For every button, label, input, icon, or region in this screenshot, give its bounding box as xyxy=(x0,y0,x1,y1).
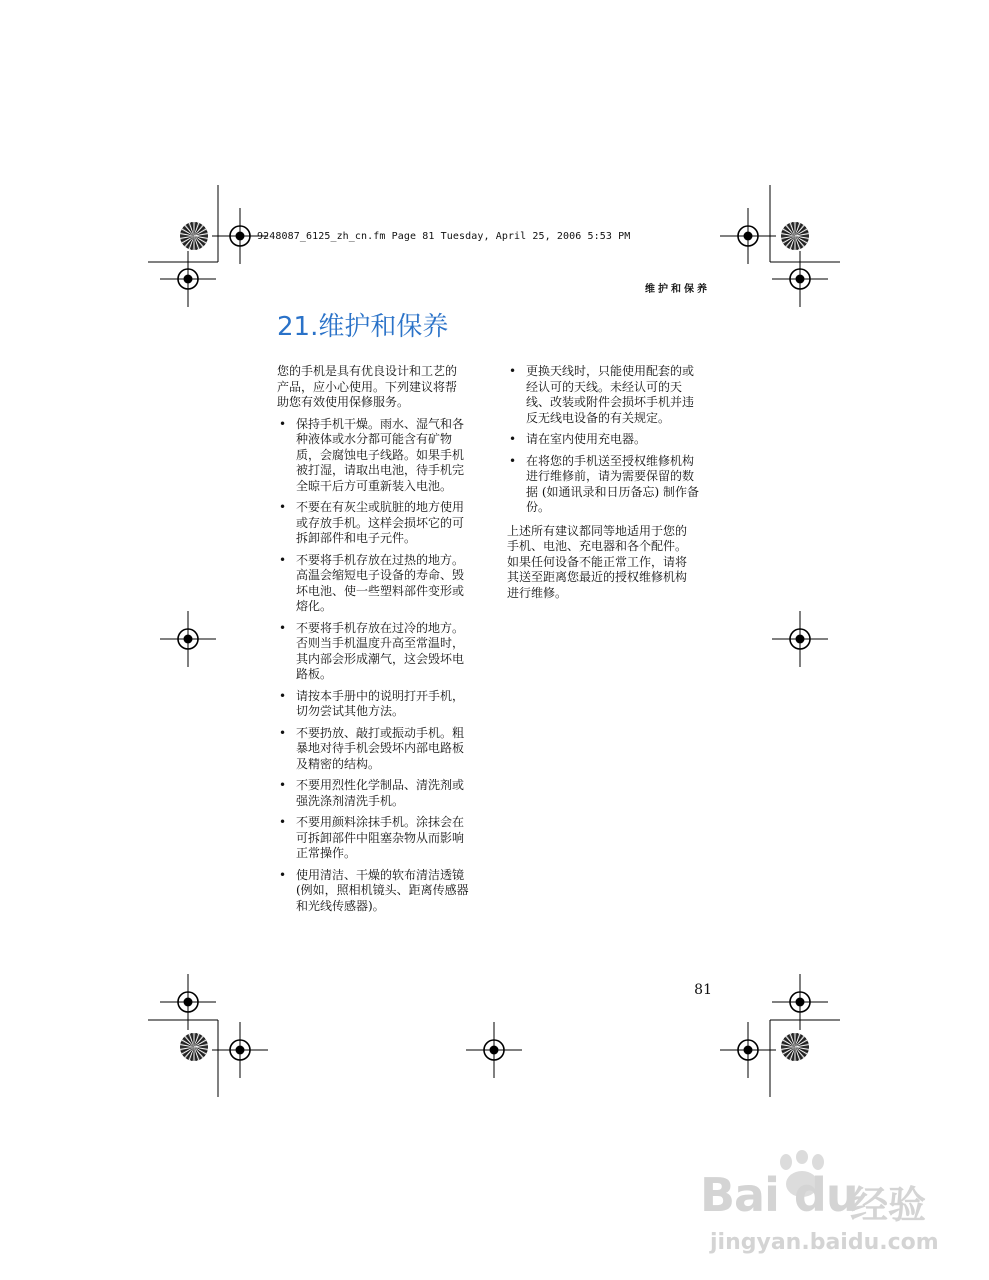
text-line: 其内部会形成潮气，这会毁坏电 xyxy=(296,651,465,666)
text-line: 产品，应小心使用。下列建议将帮 xyxy=(277,379,458,394)
list-item xyxy=(507,454,713,516)
chapter-title: 21.维护和保养 xyxy=(277,312,449,342)
text-line: 请在室内使用充电器。 xyxy=(526,432,647,446)
watermark-brand-cn: 经验 xyxy=(850,1183,927,1227)
bullet-icon: • xyxy=(509,364,517,378)
text-line: 反无线电设备的有关规定。 xyxy=(526,410,671,425)
text-line: 在将您的手机送至授权维修机构 xyxy=(526,453,695,468)
closing-paragraph xyxy=(507,524,713,602)
text-line: 正常操作。 xyxy=(296,846,357,860)
care-tips-list xyxy=(277,417,493,915)
text-line: 更换天线时，只能使用配套的或 xyxy=(526,364,695,378)
text-line: 拆卸部件和电子元件。 xyxy=(296,531,417,545)
text-line: 和光线传感器)。 xyxy=(296,898,385,913)
right-column xyxy=(507,364,713,607)
color-starburst-icon xyxy=(781,222,809,250)
registration-target-icon xyxy=(212,1022,268,1078)
text-line: 强洗涤剂清洗手机。 xyxy=(296,793,405,808)
page-number: 81 xyxy=(694,982,712,998)
registration-target-icon xyxy=(466,1022,522,1078)
text-line: 线、改装或附件会损坏手机并违 xyxy=(526,395,695,409)
text-line: 其送至距离您最近的授权维修机构 xyxy=(507,570,688,584)
registration-target-icon xyxy=(720,1022,776,1078)
registration-target-icon xyxy=(772,611,828,667)
list-item xyxy=(507,364,713,426)
list-item xyxy=(277,621,493,683)
list-item xyxy=(277,417,493,495)
color-starburst-icon xyxy=(781,1033,809,1061)
text-line: 不要用烈性化学制品、清洗剂或 xyxy=(296,778,465,792)
registration-target-icon xyxy=(160,611,216,667)
bullet-icon: • xyxy=(279,725,287,740)
text-line: 质，会腐蚀电子线路。如果手机 xyxy=(296,447,465,462)
text-line: 上述所有建议都同等地适用于您的 xyxy=(507,523,688,538)
text-line: 据 (如通讯录和日历备忘) 制作备 xyxy=(526,484,699,499)
text-line: 高温会缩短电子设备的寿命、毁 xyxy=(296,568,465,582)
text-line: 手机、电池、充电器和各个配件。 xyxy=(507,539,688,553)
bullet-icon: • xyxy=(279,416,287,431)
color-starburst-icon xyxy=(180,1033,208,1061)
registration-target-icon xyxy=(772,974,828,1030)
baidu-jingyan-watermark xyxy=(700,1150,960,1260)
registration-target-icon xyxy=(720,208,776,264)
text-line: 不要在有灰尘或肮脏的地方使用 xyxy=(296,500,465,514)
text-line: 可拆卸部件中阻塞杂物从而影响 xyxy=(296,830,465,845)
text-line: 路板。 xyxy=(296,667,333,681)
text-line: 不要将手机存放在过热的地方。 xyxy=(296,552,465,567)
text-line: 坏电池、使一些塑料部件变形或 xyxy=(296,583,465,598)
text-line: 切勿尝试其他方法。 xyxy=(296,704,405,718)
text-line: 不要将手机存放在过冷的地方。 xyxy=(296,620,465,635)
text-line: 使用清洁、干燥的软布清洁透镜 xyxy=(296,867,465,882)
list-item xyxy=(277,815,493,862)
list-item xyxy=(277,868,493,915)
list-item xyxy=(277,500,493,547)
text-line: 助您有效使用保修服务。 xyxy=(277,395,410,409)
text-line: 否则当手机温度升高至常温时， xyxy=(296,636,465,650)
bullet-icon: • xyxy=(279,620,287,635)
bullet-icon: • xyxy=(279,867,287,882)
text-line: (例如，照相机镜头、距离传感器 xyxy=(296,883,469,897)
running-head: 维护和保养 xyxy=(645,284,710,295)
watermark-url: jingyan.baidu.com xyxy=(710,1230,939,1255)
text-line: 进行维修。 xyxy=(507,585,568,600)
registration-target-icon xyxy=(160,974,216,1030)
bullet-icon: • xyxy=(279,815,287,829)
text-line: 进行维修前，请为需要保留的数 xyxy=(526,469,695,483)
color-starburst-icon xyxy=(180,222,208,250)
list-item xyxy=(277,726,493,773)
bullet-icon: • xyxy=(279,778,287,792)
text-line: 熔化。 xyxy=(296,599,333,613)
registration-target-icon xyxy=(160,251,216,307)
list-item xyxy=(277,778,493,809)
registration-target-icon xyxy=(772,251,828,307)
text-line: 不要用颜料涂抹手机。涂抹会在 xyxy=(296,815,465,829)
text-line: 如果任何设备不能正常工作，请将 xyxy=(507,554,688,569)
list-item xyxy=(277,553,493,615)
file-header: 9248087_6125_zh_cn.fm Page 81 Tuesday, April 25, 2006 5:53 PM xyxy=(257,231,631,242)
list-item xyxy=(507,432,713,448)
text-line: 全晾干后方可重新装入电池。 xyxy=(296,478,453,493)
text-line: 保持手机干燥。雨水、湿气和各 xyxy=(296,416,465,431)
text-line: 被打湿，请取出电池，待手机完 xyxy=(296,463,465,477)
bullet-icon: • xyxy=(509,453,517,468)
bullet-icon: • xyxy=(279,500,287,514)
text-line: 及精密的结构。 xyxy=(296,756,381,771)
intro-paragraph xyxy=(277,364,493,411)
text-line: 份。 xyxy=(526,500,551,514)
text-line: 不要扔放、敲打或振动手机。粗 xyxy=(296,725,465,740)
bullet-icon: • xyxy=(509,432,517,446)
bullet-icon: • xyxy=(279,688,287,703)
bullet-icon: • xyxy=(279,552,287,567)
left-column xyxy=(277,364,493,922)
care-tips-list-continued xyxy=(507,364,713,516)
text-line: 种液体或水分都可能含有矿物 xyxy=(296,432,453,446)
list-item xyxy=(277,689,493,720)
text-line: 您的手机是具有优良设计和工艺的 xyxy=(277,364,458,378)
text-line: 暴地对待手机会毁坏内部电路板 xyxy=(296,741,465,755)
text-line: 经认可的天线。未经认可的天 xyxy=(526,379,683,394)
text-line: 请按本手册中的说明打开手机， xyxy=(296,688,465,703)
watermark-brand: Bai du xyxy=(700,1168,858,1222)
text-line: 或存放手机。这样会损坏它的可 xyxy=(296,515,465,530)
